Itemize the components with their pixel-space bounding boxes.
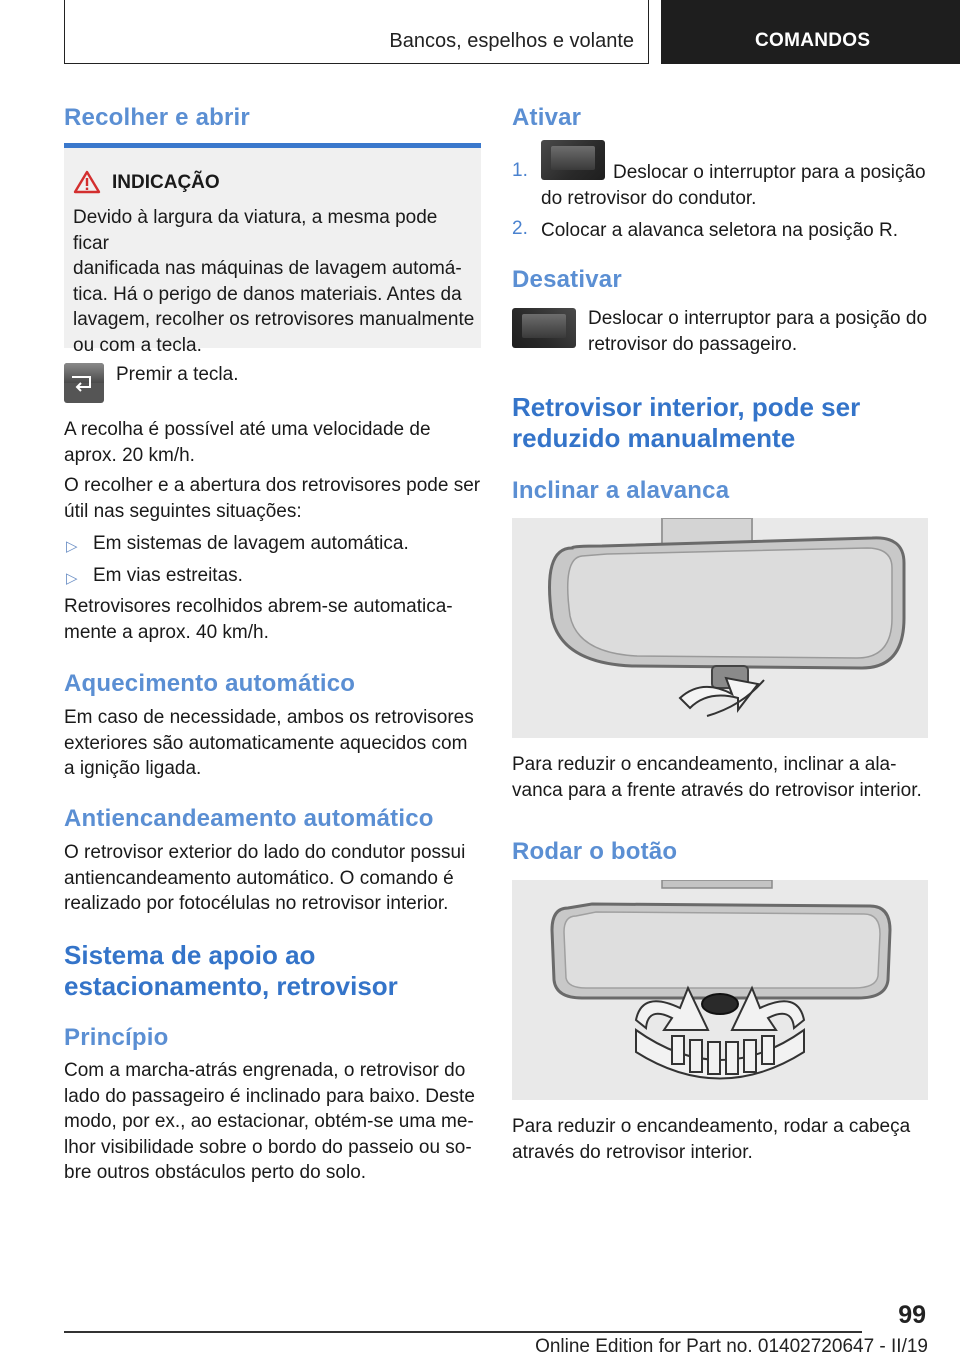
heading-inclinar: Inclinar a alavanca — [512, 477, 730, 504]
paragraph-velocidade: A recolha é possível até uma velocidade de aprox. 20 km/h. — [64, 419, 431, 466]
note-title: INDICAÇÃO — [112, 172, 220, 193]
paragraph-abertura: Retrovisores recolhidos abrem-se automatica- mente a aprox. 40 km/h. — [64, 596, 453, 643]
header-chapter-box — [661, 0, 960, 64]
paragraph-antiencandeamento: O retrovisor exterior do lado do condutor possui antiencandeamento automático. O comando é realizado por fotocélulas no retrovisor interior. — [64, 842, 466, 914]
mirror-knob-illustration — [512, 880, 928, 1100]
heading-sistema-apoio: Sistema de apoio ao estacionamento, retrovisor — [64, 940, 398, 1001]
heading-retrovisor-interior: Retrovisor interior, pode ser reduzido manualmente — [512, 392, 861, 453]
paragraph-principio: Com a marcha-atrás engrenada, o retrovisor do lado do passageiro é inclinado para baixo. Deste modo, por ex., ao estacionar, obtém-se uma me- lhor visibilidade sobre o bordo do passeio ou so- bre outros obstáculos perto do solo. — [64, 1060, 475, 1183]
heading-principio: Princípio — [64, 1024, 169, 1051]
footer-edition: Online Edition for Part no. 01402720647 - II/19 — [535, 1336, 928, 1357]
bullet-marker: ▷ — [66, 538, 78, 555]
bullet-item: Em sistemas de lavagem automática. — [93, 533, 409, 554]
heading-antiencandeamento: Antiencandeamento automático — [64, 805, 434, 832]
mirror-fold-button-icon — [64, 363, 104, 403]
heading-desativar: Desativar — [512, 266, 622, 293]
header-section-box — [64, 0, 649, 64]
step-number: 1. — [512, 160, 528, 181]
step-2-text: Colocar a alavanca seletora na posição R. — [541, 220, 898, 241]
heading-recolher: Recolher e abrir — [64, 104, 250, 131]
bullet-item: Em vias estreitas. — [93, 565, 243, 586]
warning-triangle-icon — [73, 170, 101, 194]
paragraph-situacoes: O recolher e a abertura dos retrovisores pode ser útil nas seguintes situações: — [64, 475, 481, 522]
header-chapter-title: COMANDOS — [755, 30, 871, 51]
heading-aquecimento: Aquecimento automático — [64, 670, 356, 697]
step-1-text: Deslocar o interruptor para a posição do retrovisor do condutor. — [541, 162, 926, 209]
heading-ativar: Ativar — [512, 104, 582, 131]
footer-rule — [64, 1331, 862, 1333]
caption-inclinar: Para reduzir o encandeamento, inclinar a ala- vanca para a frente através do retrovisor interior. — [512, 754, 922, 801]
switch-passenger-icon — [512, 308, 576, 348]
premir-text: Premir a tecla. — [116, 364, 239, 385]
paragraph-aquecimento: Em caso de necessidade, ambos os retrovisores exteriores são automaticamente aquecidos com a ignição ligada. — [64, 707, 474, 779]
caption-rodar: Para reduzir o encandeamento, rodar a cabeça através do retrovisor interior. — [512, 1116, 911, 1163]
step-number: 2. — [512, 218, 528, 239]
mirror-lever-illustration — [512, 518, 928, 738]
header-section-title: Bancos, espelhos e volante — [389, 30, 634, 52]
heading-rodar: Rodar o botão — [512, 838, 678, 865]
desativar-text: Deslocar o interruptor para a posição do retrovisor do passageiro. — [588, 308, 928, 355]
page-number: 99 — [898, 1301, 926, 1329]
bullet-marker: ▷ — [66, 570, 78, 587]
note-text: Devido à largura da viatura, a mesma pode ficar danificada nas máquinas de lavagem automá- tica. Há o perigo de danos materiais. Antes da lavagem, recolher os retrovisores manualmente ou com a tecla. — [73, 207, 475, 356]
